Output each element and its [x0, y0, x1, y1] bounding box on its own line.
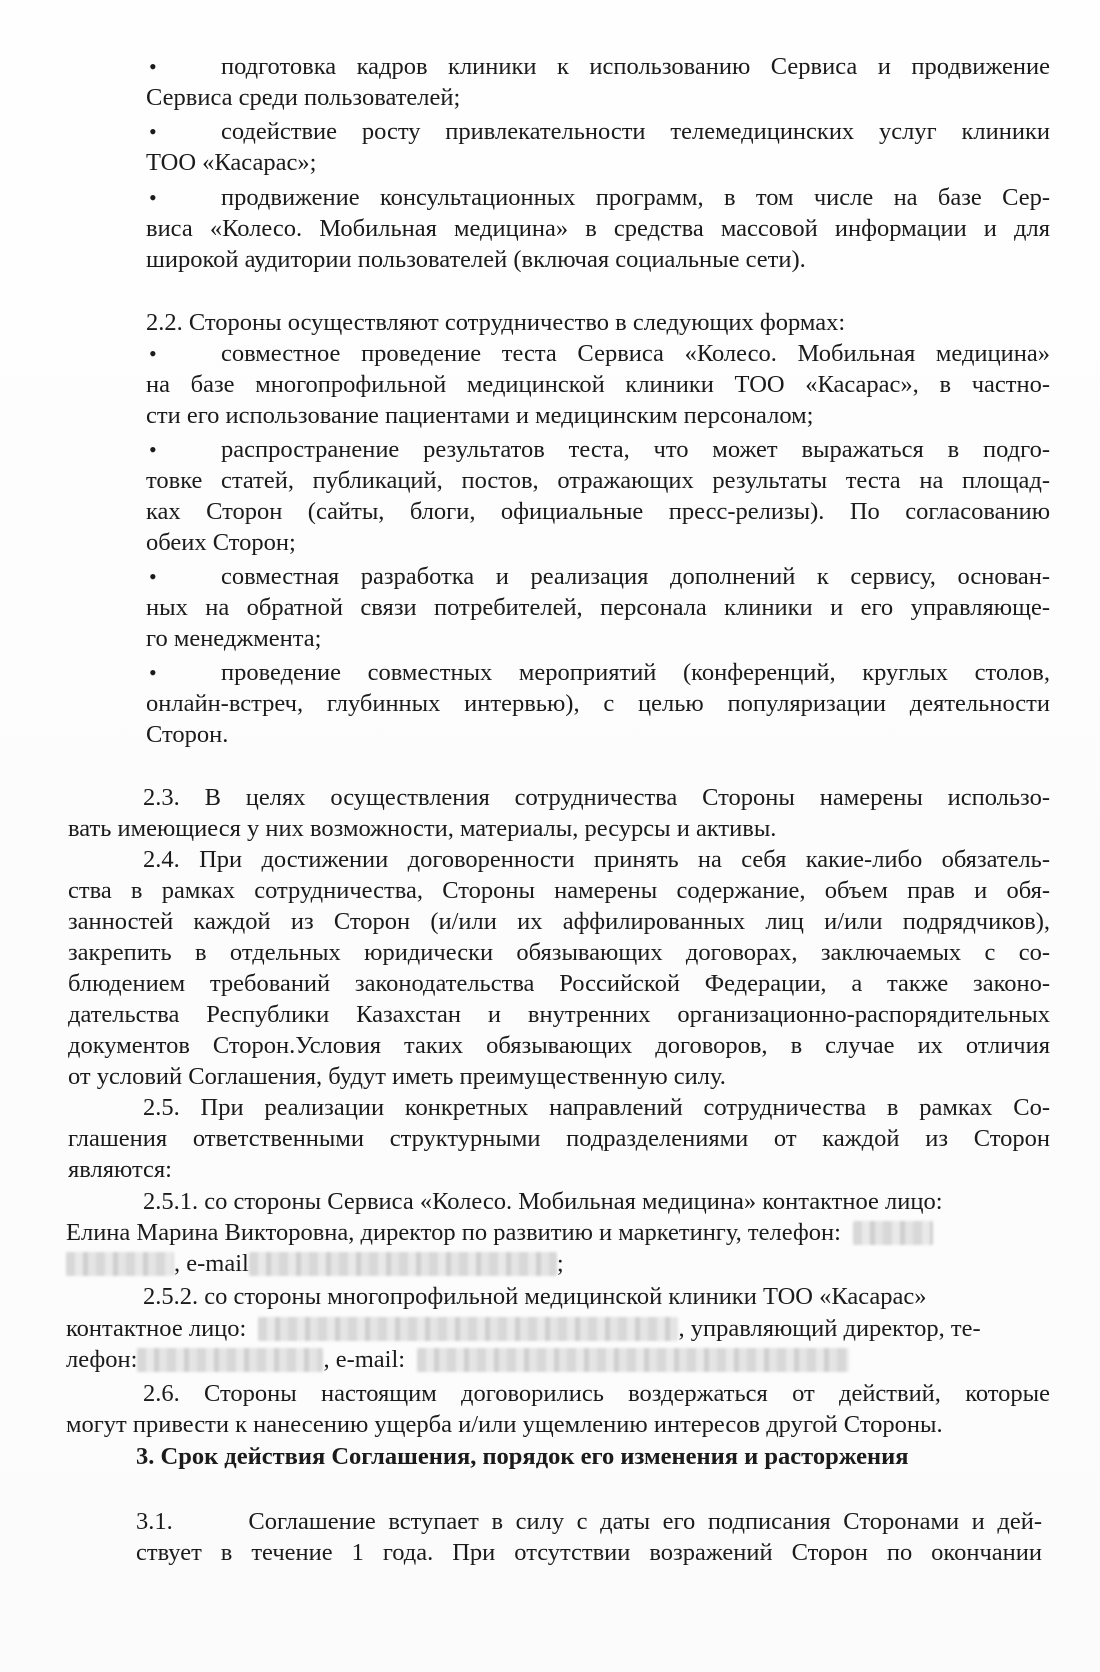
- role-text: , управляющий директор, те-: [678, 1315, 981, 1342]
- text-line: [66, 1344, 849, 1375]
- text-line: распространение результатов теста, что может выражаться в подго-: [221, 436, 1050, 463]
- text-line: 2.5.2. со стороны многопрофильной медицинской клиники ТОО «Касарас»: [143, 1283, 927, 1310]
- text-line: ных на обратной связи потребителей, персонала клиники и его управляюще-: [146, 594, 1050, 621]
- text-line: блюдением требований законодательства Российской Федерации, а также законо-: [68, 970, 1050, 997]
- text-line: 2.6. Стороны настоящим договорились воздержаться от действий, которые: [143, 1380, 1050, 1407]
- text-line: ках Сторон (сайты, блоги, официальные пресс-релизы). По согласованию: [146, 498, 1050, 525]
- text-line: являются:: [68, 1156, 172, 1183]
- redacted-contact-name: [258, 1317, 678, 1341]
- bullet-icon: •: [149, 119, 157, 144]
- text-line: Сторон.: [146, 721, 229, 748]
- text-line: 2.4. При достижении договоренности принять на себя какие-либо обязатель-: [143, 846, 1050, 873]
- text-line: [66, 1217, 933, 1248]
- text-line: вать имеющиеся у них возможности, материалы, ресурсы и активы.: [68, 815, 777, 842]
- section-heading: 2.2. Стороны осуществляют сотрудничество в следующих формах:: [146, 309, 846, 336]
- text-line: от условий Соглашения, будут иметь преимущественную силу.: [68, 1063, 726, 1090]
- text-line: глашения ответственными структурными подразделениями от каждой из Сторон: [68, 1125, 1050, 1152]
- redacted-phone: [853, 1221, 933, 1245]
- text-line: [66, 1248, 564, 1279]
- redacted-phone: [137, 1348, 323, 1372]
- text-line: ствует в течение 1 года. При отсутствии возражений Сторон по окончании: [136, 1539, 1042, 1566]
- contact-label: контактное лицо:: [66, 1315, 247, 1342]
- text-line: документов Сторон.Условия таких обязывающих договоров, в случае их отличия: [68, 1032, 1050, 1059]
- email-label: , e-mail: [174, 1250, 249, 1277]
- text-line: 3.1. Соглашение вступает в силу с даты его подписания Сторонами и дей-: [136, 1508, 1042, 1535]
- redacted-phone: [66, 1252, 174, 1276]
- text-line: 2.5.1. со стороны Сервиса «Колесо. Мобильная медицина» контактное лицо:: [143, 1188, 943, 1215]
- contact-name-line: Елина Марина Викторовна, директор по развитию и маркетингу, телефон:: [66, 1219, 841, 1246]
- text-line: Сервиса среди пользователей;: [146, 84, 461, 111]
- bullet-icon: •: [149, 564, 157, 589]
- line-end: ;: [556, 1250, 564, 1277]
- text-line: онлайн-встреч, глубинных интервью), с целью популяризации деятельности: [146, 690, 1050, 717]
- bullet-icon: •: [149, 185, 157, 210]
- text-line: го менеджмента;: [146, 625, 322, 652]
- text-line: ТОО «Касарас»;: [146, 149, 317, 176]
- bullet-icon: •: [149, 660, 157, 685]
- redacted-email: [249, 1252, 557, 1276]
- text-line: закрепить в отдельных юридически обязывающих договорах, заключаемых с со-: [68, 939, 1050, 966]
- text-line: 2.3. В целях осуществления сотрудничества Стороны намерены использо-: [143, 784, 1050, 811]
- text-line: содействие росту привлекательности телемедицинских услуг клиники: [221, 118, 1050, 145]
- text-line: широкой аудитории пользователей (включая социальные сети).: [146, 246, 806, 273]
- text-line: совместное проведение теста Сервиса «Колесо. Мобильная медицина»: [221, 340, 1050, 367]
- text-line: товке статей, публикаций, постов, отражающих результаты теста на площад-: [146, 467, 1050, 494]
- bullet-icon: •: [149, 54, 157, 79]
- redacted-email: [417, 1348, 849, 1372]
- text-line: сти его использование пациентами и медицинским персоналом;: [146, 402, 814, 429]
- text-line: обеих Сторон;: [146, 529, 296, 556]
- text-line: дательства Республики Казахстан и внутренних организационно-распорядительных: [68, 1001, 1050, 1028]
- text-line: совместная разработка и реализация дополнений к сервису, основан-: [221, 563, 1050, 590]
- section-heading: 3. Срок действия Соглашения, порядок его изменения и расторжения: [136, 1443, 909, 1470]
- bullet-icon: •: [149, 437, 157, 462]
- text-line: [66, 1313, 981, 1344]
- text-line: продвижение консультационных программ, в том числе на базе Сер-: [221, 184, 1050, 211]
- text-line: 2.5. При реализации конкретных направлений сотрудничества в рамках Со-: [143, 1094, 1050, 1121]
- email-label: , e-mail:: [323, 1346, 406, 1373]
- text-line: на базе многопрофильной медицинской клиники ТОО «Касарас», в частно-: [146, 371, 1050, 398]
- text-line: виса «Колесо. Мобильная медицина» в средства массовой информации и для: [146, 215, 1050, 242]
- text-line: подготовка кадров клиники к использованию Сервиса и продвижение: [221, 53, 1050, 80]
- text-line: занностей каждой из Сторон (и/или их аффилированных лиц и/или подрядчиков),: [68, 908, 1050, 935]
- bullet-icon: •: [149, 341, 157, 366]
- phone-label: лефон:: [66, 1346, 138, 1373]
- text-line: ства в рамках сотрудничества, Стороны намерены содержание, объем прав и обя-: [68, 877, 1050, 904]
- text-line: могут привести к нанесению ущерба и/или ущемлению интересов другой Стороны.: [66, 1411, 943, 1438]
- text-line: проведение совместных мероприятий (конференций, круглых столов,: [221, 659, 1050, 686]
